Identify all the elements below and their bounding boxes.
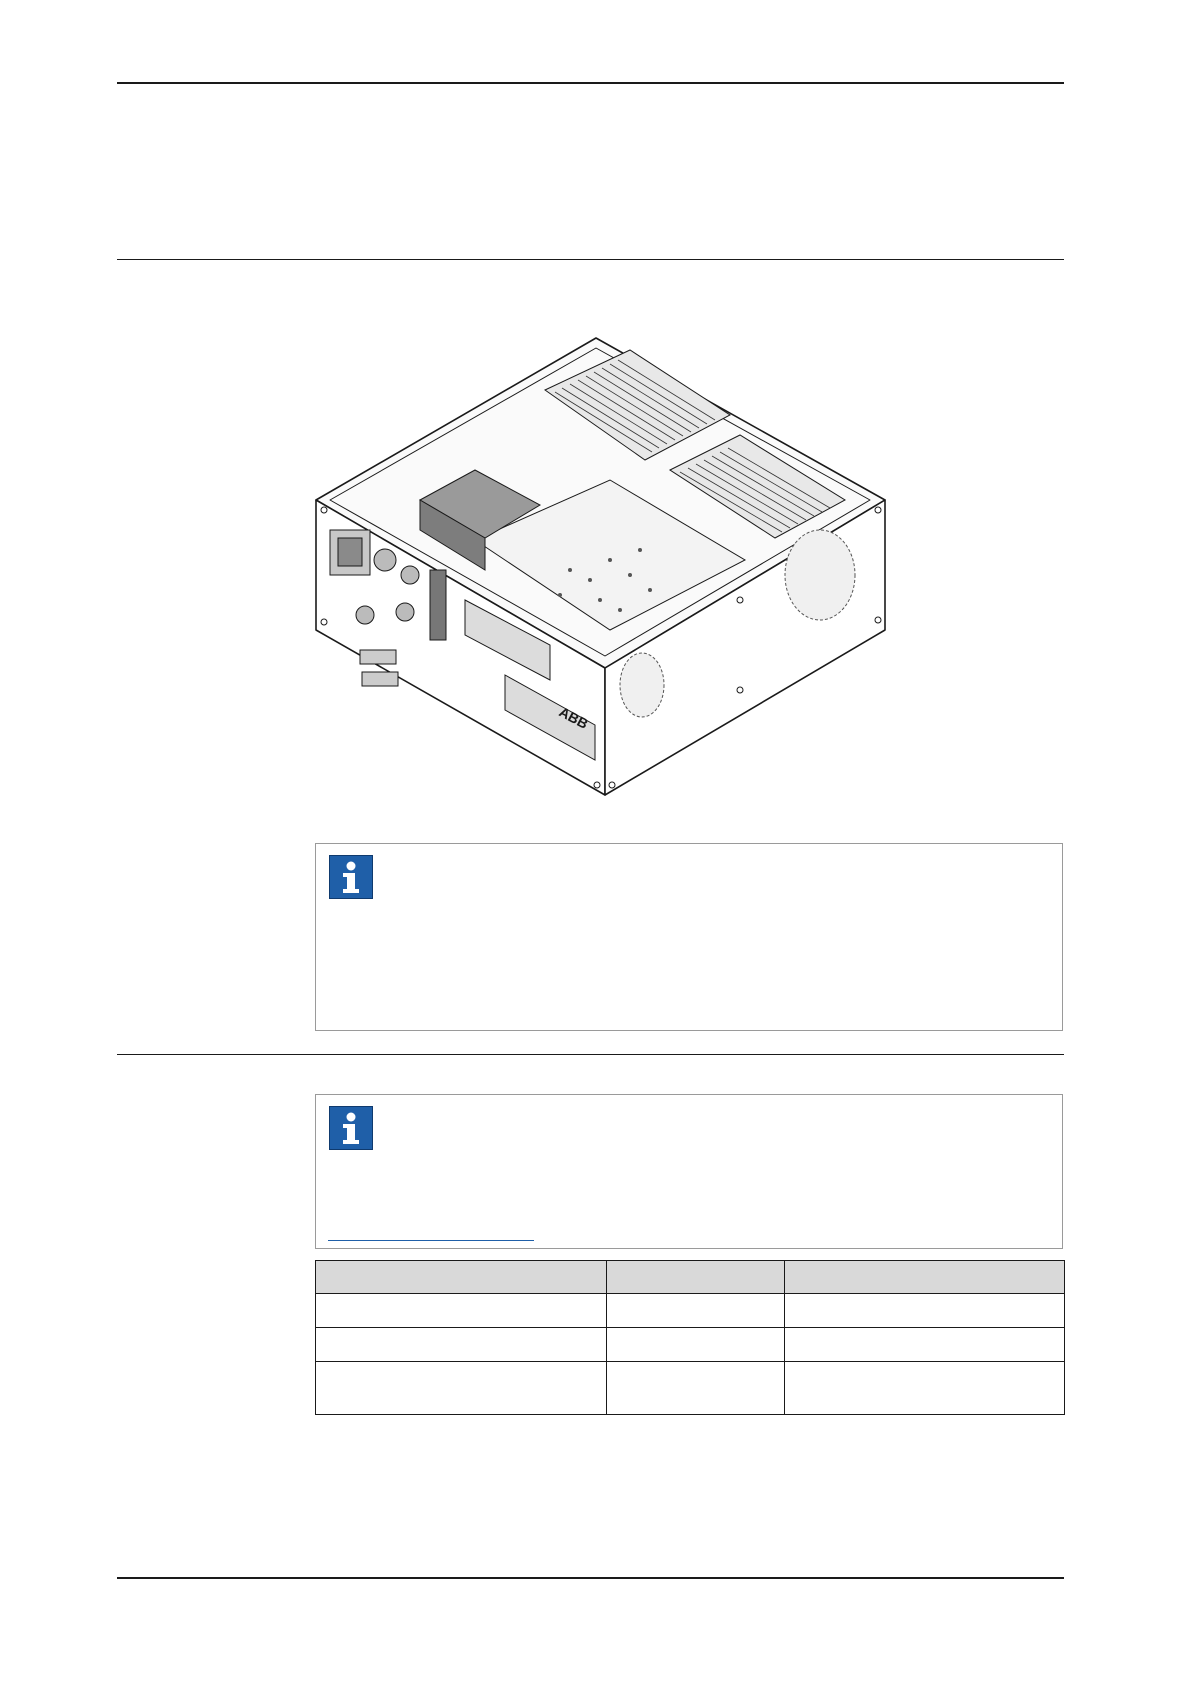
round-connector-1 — [374, 549, 396, 571]
round-connector-2 — [401, 566, 419, 584]
section-rule-2 — [117, 1054, 1064, 1055]
header-rule — [117, 82, 1064, 84]
table-cell — [607, 1294, 785, 1328]
info-icon — [329, 855, 373, 899]
round-connector-4 — [396, 603, 414, 621]
info-icon — [329, 1106, 373, 1150]
dsub-connector-1 — [360, 650, 396, 664]
table-header-row — [316, 1261, 1065, 1294]
brand-logo: ABB — [556, 703, 591, 732]
table-cell — [785, 1328, 1065, 1362]
table-row — [316, 1294, 1065, 1328]
table-cell — [316, 1328, 607, 1362]
table-header-cell — [316, 1261, 607, 1294]
table-cell — [316, 1362, 607, 1415]
reference-link[interactable] — [328, 1240, 534, 1241]
vent-grille-large — [785, 530, 855, 620]
round-connector-3 — [356, 606, 374, 624]
section-rule-1 — [117, 259, 1064, 260]
table-cell — [607, 1328, 785, 1362]
footer-rule — [117, 1577, 1064, 1579]
terminal-strip — [430, 570, 446, 640]
table-cell — [785, 1362, 1065, 1415]
table-row — [316, 1328, 1065, 1362]
note-box-2 — [315, 1094, 1063, 1249]
spec-table — [315, 1260, 1065, 1415]
table-cell — [316, 1294, 607, 1328]
table-cell — [607, 1362, 785, 1415]
table-row — [316, 1362, 1065, 1415]
vent-grille-small — [620, 653, 664, 717]
table-header-cell — [785, 1261, 1065, 1294]
controller-cabinet-figure — [300, 330, 900, 800]
table-header-cell — [607, 1261, 785, 1294]
note-box-1 — [315, 843, 1063, 1031]
dsub-connector-2 — [362, 672, 398, 686]
table-cell — [785, 1294, 1065, 1328]
